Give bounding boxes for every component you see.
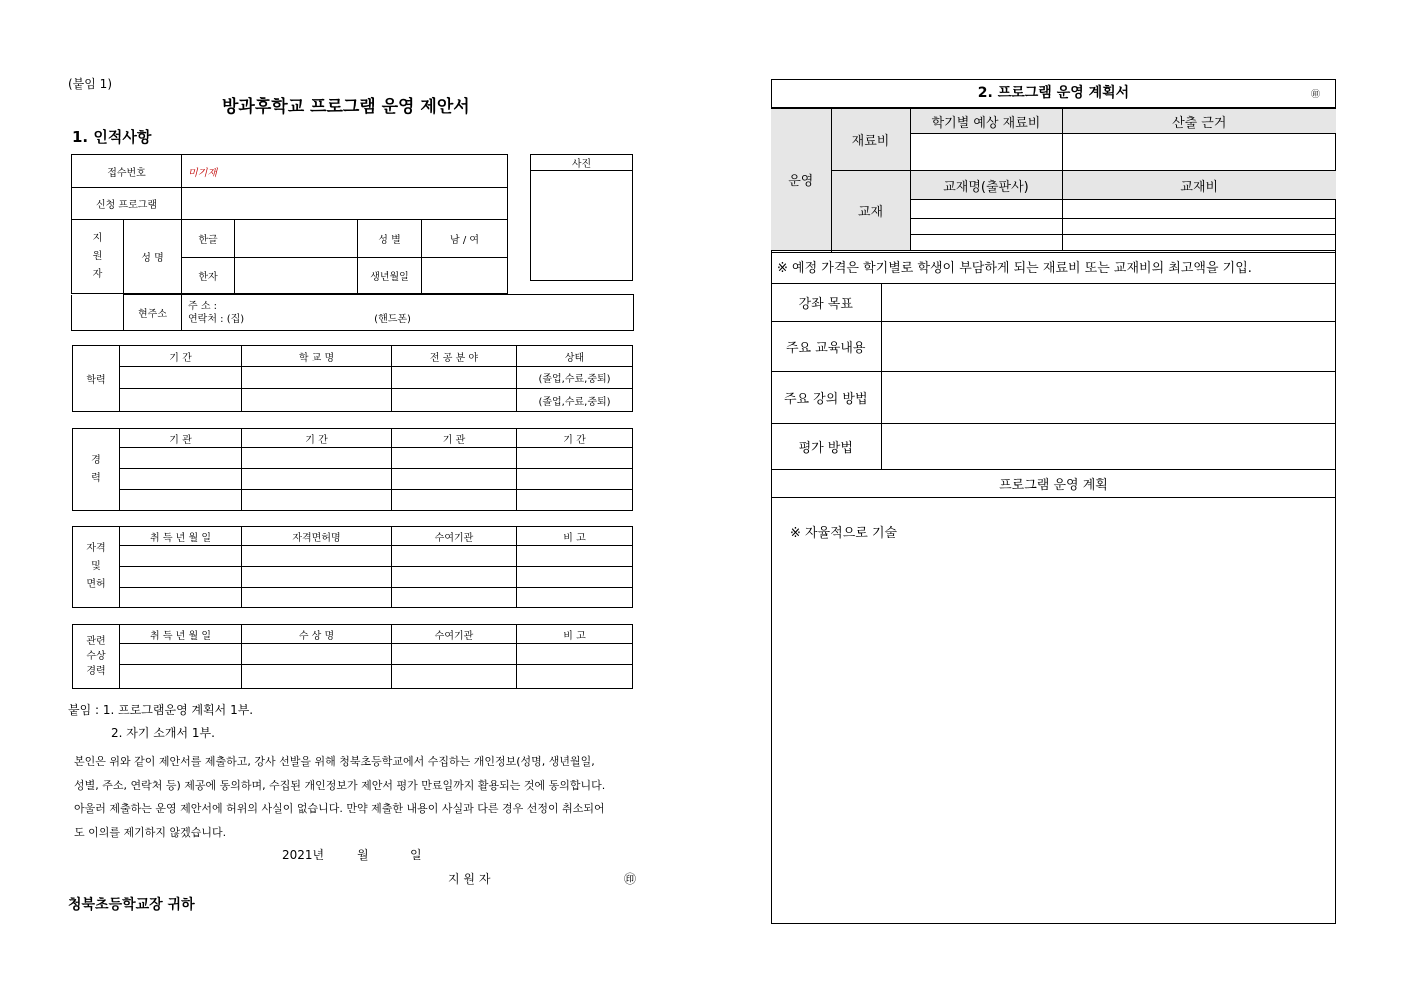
hanja-name-field[interactable] xyxy=(235,258,358,294)
consent-paragraph: 본인은 위와 같이 제안서를 제출하고, 강사 선발을 위해 청북초등학교에서 수집하는 개인정보(성명, 생년월일, 성별, 주소, 연락처 등) 제공에 동의하며, 수집된 개인정보가 제안서 평가 만료일까지 활용되는 것에 동의합니다. 아울러 제출하는 운영 제안서에 허위의 사실이 없습니다. 만약 제출한 내용이 사실과 다른 경우 선정이 취소되어 도 이의를 제기하지 않겠습니다. xyxy=(74,755,606,839)
license-cell[interactable] xyxy=(392,567,517,588)
textbook-label: 교재 xyxy=(831,171,910,251)
career-cell[interactable] xyxy=(392,448,517,469)
career-table xyxy=(72,428,633,511)
career-cell[interactable] xyxy=(242,490,392,511)
career-cell[interactable] xyxy=(517,448,633,469)
education-status[interactable]: (졸업,수료,중퇴) xyxy=(517,367,633,389)
material-fee-header: 학기별 예상 재료비 xyxy=(910,109,1062,134)
gender-label: 성 별 xyxy=(358,220,422,258)
main-content-label: 주요 교육내용 xyxy=(771,321,881,371)
education-header-status: 상태 xyxy=(517,346,633,367)
price-note: ※ 예정 가격은 학기별로 학생이 부담하게 되는 재료비 또는 교재비의 최고액을 기입. xyxy=(771,252,1336,284)
receipt-no-label: 접수번호 xyxy=(72,155,182,188)
textbook-cell[interactable] xyxy=(910,200,1062,219)
education-cell[interactable] xyxy=(120,389,242,412)
textbook-cell[interactable] xyxy=(1062,235,1336,251)
license-cell[interactable] xyxy=(392,588,517,608)
material-fee-label: 재료비 xyxy=(831,109,910,171)
program-label: 신청 프로그램 xyxy=(72,188,182,220)
section-1-title: 1. 인적사항 xyxy=(72,128,152,146)
education-cell[interactable] xyxy=(392,367,517,389)
operation-label: 운영 xyxy=(771,109,831,251)
education-header-major: 전 공 분 야 xyxy=(392,346,517,367)
license-cell[interactable] xyxy=(120,567,242,588)
career-cell[interactable] xyxy=(517,469,633,490)
career-cell[interactable] xyxy=(242,448,392,469)
awards-header-issuer: 수여기관 xyxy=(392,625,517,644)
career-cell[interactable] xyxy=(120,448,242,469)
address-label: 현주소 xyxy=(124,295,182,331)
license-table xyxy=(72,526,633,608)
small-seal-mark: ㊞ xyxy=(1310,90,1320,100)
career-header-org: 기 관 xyxy=(392,429,517,448)
material-fee-field[interactable] xyxy=(910,134,1062,171)
hanja-label: 한자 xyxy=(182,258,235,294)
textbook-name-header: 교재명(출판사) xyxy=(910,171,1062,200)
career-cell[interactable] xyxy=(120,490,242,511)
awards-header-note: 비 고 xyxy=(517,625,633,644)
mobile-label: (핸드폰) xyxy=(374,313,411,325)
education-header-school: 학 교 명 xyxy=(242,346,392,367)
applicant-label-continued xyxy=(72,295,124,331)
education-table xyxy=(72,345,633,412)
career-label: 경 력 xyxy=(73,429,120,511)
textbook-cell[interactable] xyxy=(910,235,1062,251)
license-cell[interactable] xyxy=(120,546,242,567)
education-cell[interactable] xyxy=(392,389,517,412)
awards-table xyxy=(72,624,633,689)
course-goal-label: 강좌 목표 xyxy=(771,284,881,321)
education-cell[interactable] xyxy=(242,389,392,412)
license-header-date: 취 득 년 월 일 xyxy=(120,527,242,546)
career-cell[interactable] xyxy=(120,469,242,490)
license-cell[interactable] xyxy=(517,588,633,608)
license-header-issuer: 수여기관 xyxy=(392,527,517,546)
license-header-name: 자격면허명 xyxy=(242,527,392,546)
awards-cell[interactable] xyxy=(517,665,633,689)
textbook-cell[interactable] xyxy=(1062,200,1336,219)
birth-field[interactable] xyxy=(422,258,508,294)
education-cell[interactable] xyxy=(120,367,242,389)
license-cell[interactable] xyxy=(392,546,517,567)
photo-area[interactable] xyxy=(531,171,633,281)
program-field[interactable] xyxy=(182,188,508,220)
awards-header-date: 취 득 년 월 일 xyxy=(120,625,242,644)
attachment-line-2: 2. 자기 소개서 1부. xyxy=(111,726,215,740)
personal-info-table xyxy=(71,154,508,294)
awards-cell[interactable] xyxy=(392,665,517,689)
awards-cell[interactable] xyxy=(120,665,242,689)
photo-box xyxy=(530,154,633,281)
career-header-period: 기 간 xyxy=(517,429,633,448)
textbook-cell[interactable] xyxy=(910,219,1062,235)
birth-label: 생년월일 xyxy=(358,258,422,294)
awards-cell[interactable] xyxy=(120,644,242,665)
main-content-field[interactable] xyxy=(881,321,1336,371)
awards-cell[interactable] xyxy=(392,644,517,665)
applicant-label: 지 원 자 xyxy=(72,220,124,294)
name-label: 성 명 xyxy=(124,220,182,294)
license-label: 자격 및 면허 xyxy=(73,527,120,608)
license-cell[interactable] xyxy=(517,546,633,567)
license-cell[interactable] xyxy=(242,567,392,588)
license-cell[interactable] xyxy=(120,588,242,608)
photo-label: 사진 xyxy=(531,155,633,171)
awards-header-name: 수 상 명 xyxy=(242,625,392,644)
awards-cell[interactable] xyxy=(242,644,392,665)
hangul-name-field[interactable] xyxy=(235,220,358,258)
evaluation-field[interactable] xyxy=(881,423,1336,469)
date-month: 월 xyxy=(357,848,369,862)
gender-value[interactable]: 남 / 여 xyxy=(422,220,508,258)
career-cell[interactable] xyxy=(517,490,633,511)
receipt-no-value: 미기재 xyxy=(182,155,508,188)
attachment-label: (붙임 1) xyxy=(68,77,112,91)
career-cell[interactable] xyxy=(392,469,517,490)
address-table xyxy=(71,294,634,331)
plan-content-area[interactable] xyxy=(772,498,1335,923)
license-cell[interactable] xyxy=(242,588,392,608)
license-cell[interactable] xyxy=(517,567,633,588)
plan-note: ※ 자율적으로 기술 xyxy=(790,526,898,541)
seal-mark: ㊞ xyxy=(624,872,637,886)
document-title: 방과후학교 프로그램 운영 제안서 xyxy=(222,97,470,117)
education-status[interactable]: (졸업,수료,중퇴) xyxy=(517,389,633,412)
education-label: 학력 xyxy=(73,346,120,412)
evaluation-label: 평가 방법 xyxy=(771,423,881,469)
plan-title-bar xyxy=(771,79,1336,108)
education-header-period: 기 간 xyxy=(120,346,242,367)
calc-basis-header: 산출 근거 xyxy=(1062,109,1336,134)
attachment-line-1: 붙임 : 1. 프로그램운영 계획서 1부. xyxy=(68,703,254,717)
date-year: 2021년 xyxy=(282,848,325,862)
address-field[interactable]: 주 소 : 연락처 : (집) (핸드폰) xyxy=(182,295,634,331)
career-header-org: 기 관 xyxy=(120,429,242,448)
textbook-fee-header: 교재비 xyxy=(1062,171,1336,200)
awards-cell[interactable] xyxy=(517,644,633,665)
awards-cell[interactable] xyxy=(242,665,392,689)
awards-label: 관련 수상 경력 xyxy=(73,625,120,689)
recipient: 청북초등학교장 귀하 xyxy=(68,897,195,913)
calc-basis-field[interactable] xyxy=(1062,134,1336,171)
career-header-period: 기 간 xyxy=(242,429,392,448)
plan-rows-table xyxy=(771,284,1336,498)
education-cell[interactable] xyxy=(242,367,392,389)
teaching-method-label: 주요 강의 방법 xyxy=(771,371,881,423)
signer-label: 지 원 자 xyxy=(448,872,491,886)
plan-header: 프로그램 운영 계획 xyxy=(771,469,1336,497)
license-header-note: 비 고 xyxy=(517,527,633,546)
operation-table xyxy=(771,108,1336,251)
hangul-label: 한글 xyxy=(182,220,235,258)
career-cell[interactable] xyxy=(392,490,517,511)
date-day: 일 xyxy=(410,848,422,862)
license-cell[interactable] xyxy=(242,546,392,567)
course-goal-field[interactable] xyxy=(881,284,1336,321)
career-cell[interactable] xyxy=(242,469,392,490)
teaching-method-field[interactable] xyxy=(881,371,1336,423)
plan-title: 2. 프로그램 운영 계획서 xyxy=(977,85,1130,101)
textbook-cell[interactable] xyxy=(1062,219,1336,235)
